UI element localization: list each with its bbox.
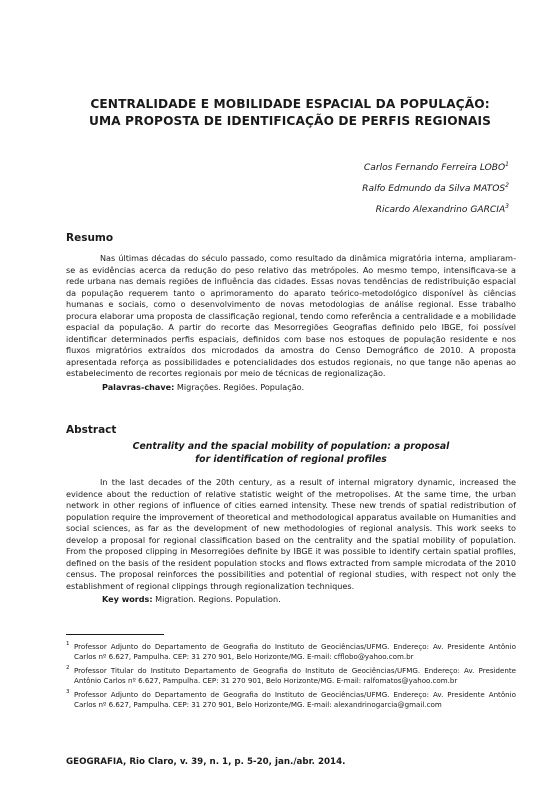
author-list	[362, 156, 509, 219]
title-line-2: UMA PROPOSTA DE IDENTIFICAÇÃO DE PERFIS REGIONAIS	[88, 114, 492, 128]
author-note-mark: 3	[505, 203, 509, 210]
resumo-section	[66, 253, 516, 394]
keywords-value: Migration. Regions. Population.	[155, 594, 281, 605]
abstract-heading: Abstract	[66, 424, 117, 436]
footnote-mark: 3	[66, 689, 70, 696]
paper-title	[66, 96, 514, 130]
keywords-value: Migrações. Regiões. População.	[176, 382, 305, 393]
footnote-divider	[66, 634, 164, 635]
keywords-label: Key words:	[102, 594, 153, 605]
resumo-paragraph: Nas últimas décadas do século passado, como resultado da dinâmica migratória interna, ampliaram-se as evidências acerca da redução do peso relativo das metrópoles. Ao mesmo tempo, intensificava-se a rede urbana nas demais regiões de influência das cidades. Essas novas tendências de redistribuição espacial da população requerem tanto o aprimoramento do aparato teórico-metodológico disponível às ciências humanas e sociais, como o desenvolvimento de novas metodologias de análise regional. Esse trabalho procura elaborar uma proposta de classificação regional, tendo como referência a centralidade e a mobilidade espacial da população. A partir do recorte das Mesorregiões Geografias definido pelo IBGE, foi possível identificar determinados perfis espaciais, definidos com base nos estoques de população residente e nos fluxos migratórios extraídos dos microdados da amostra do Censo Demográfico de 2010. A proposta apresentada reforça as possibilidades e potencialidades dos estudos regionais, no que tange não apenas ao estabelecimento de recortes regionais por meio de técnicas de regionalização.	[66, 253, 516, 379]
resumo-heading: Resumo	[66, 232, 114, 244]
footnote-text: Professor Adjunto do Departamento de Geografia do Instituto de Geociências/UFMG. Endereço: Av. Presidente Antônio Carlos nº 6.627, Pampulha. CEP: 31 270 901, Belo Horizonte/MG. E-mail: alexandrinogarcia@gmail.com	[74, 690, 516, 709]
author-3	[362, 198, 509, 219]
journal-citation-footer: GEOGRAFIA, Rio Claro, v. 39, n. 1, p. 5-20, jan./abr. 2014.	[66, 757, 346, 767]
resumo-keywords	[102, 382, 516, 394]
author-name: Ricardo Alexandrino GARCIA	[375, 205, 506, 215]
english-title-line-2: for identification of regional profiles	[195, 453, 387, 465]
keywords-label: Palavras-chave:	[102, 382, 175, 393]
author-name: Carlos Fernando Ferreira LOBO	[363, 163, 506, 173]
abstract-keywords	[102, 594, 516, 606]
author-note-mark: 1	[505, 161, 509, 168]
author-2	[362, 177, 509, 198]
footnotes	[66, 642, 516, 715]
author-name: Ralfo Edmundo da Silva MATOS	[362, 184, 506, 194]
abstract-section	[66, 477, 516, 606]
footnote-3	[66, 690, 516, 709]
footnote-1	[66, 642, 516, 661]
author-1	[362, 156, 509, 177]
title-line-1: CENTRALIDADE E MOBILIDADE ESPACIAL DA POPULAÇÃO:	[90, 97, 490, 111]
english-title	[66, 441, 516, 466]
author-note-mark: 2	[505, 182, 509, 189]
footnote-mark: 1	[66, 641, 70, 647]
footnote-2	[66, 666, 516, 685]
english-title-line-1: Centrality and the spacial mobility of population: a proposal	[132, 441, 450, 452]
abstract-paragraph: In the last decades of the 20th century, as a result of internal migratory dynamic, increased the evidence about the reduction of relative statistic weight of the metropolises. At the same time, the urban network in other regions of influence of cities earned intensity. These new trends of spatial redistribution of population require the improvement of theoretical and methodological apparatus available on Humanities and social sciences, as far as the development of new methodologies of regional analysis. This work seeks to develop a proposal for regional classification based on the centrality and the spatial mobility of population. From the proposed clipping in Mesorregiões definite by IBGE it was possible to identify certain spatial profiles, defined on the basis of the resident population stocks and flows extracted from sample microdata of the 2010 census. The proposal reinforces the possibilities and potential of regional studies, with respect not only the establishment of regional clippings through regionalization techniques.	[66, 477, 516, 591]
footnote-text: Professor Adjunto do Departamento de Geografia do Instituto de Geociências/UFMG. Endereço: Av. Presidente Antônio Carlos nº 6.627, Pampulha. CEP: 31 270 901, Belo Horizonte/MG. E-mail: cfflobo@yahoo.com.br	[74, 642, 516, 661]
footnote-mark: 2	[66, 665, 70, 672]
footnote-text: Professor Titular do Instituto Departamento de Geografia do Instituto de Geociências/UFMG. Endereço: Av. Presidente Antônio Carlos nº 6.627, Pampulha. CEP: 31 270 901, Belo Horizonte/MG. E-mail: ralfomatos@yahoo.com.br	[74, 666, 516, 685]
